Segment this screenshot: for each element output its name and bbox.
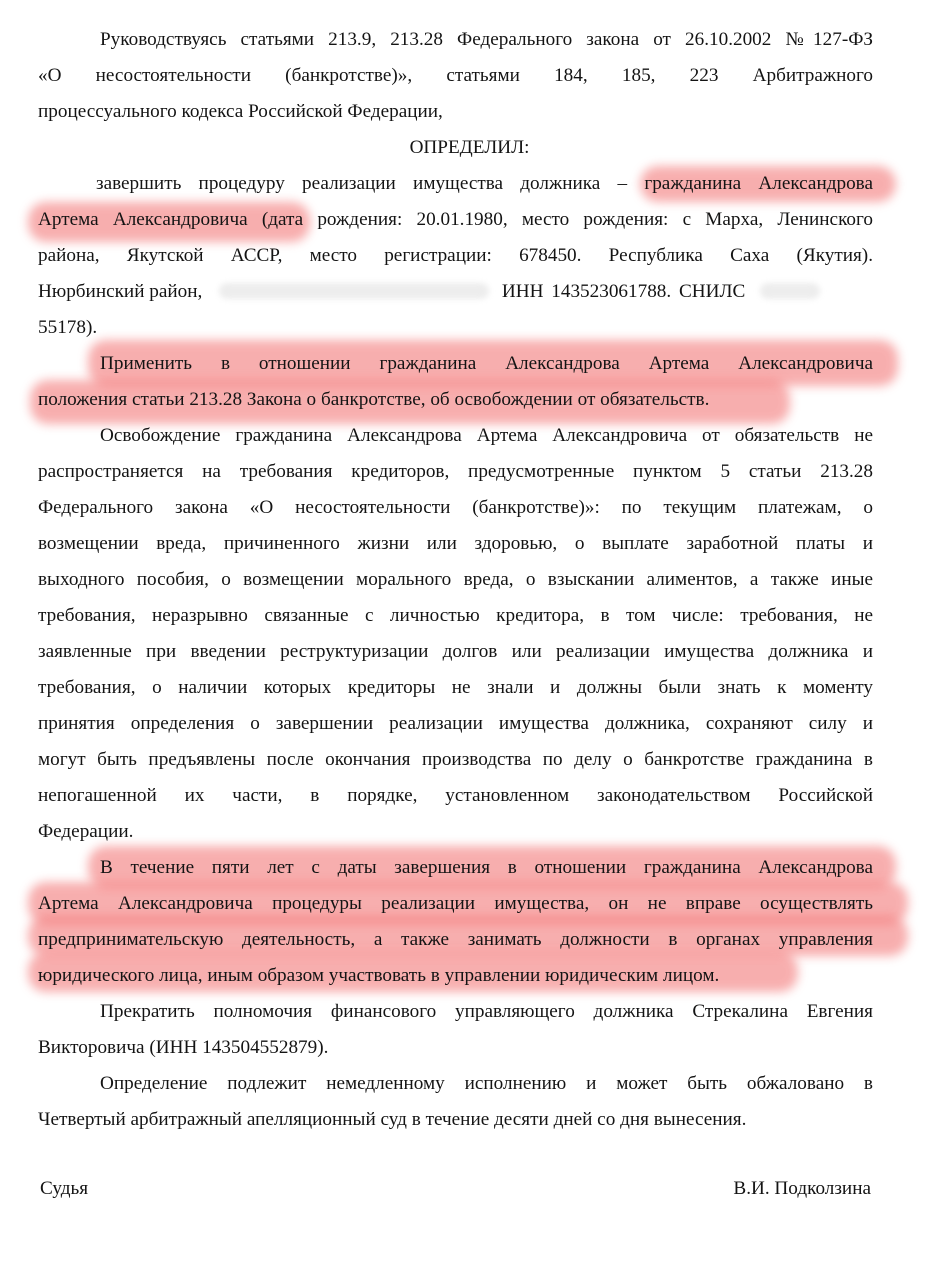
paragraph-restriction-line: В течение пяти лет с даты завершения в отношении гражданина Александрова [100,857,873,878]
signature-role: Судья [40,1178,89,1199]
paragraph-completion-line [38,280,873,304]
ruling-heading: ОПРЕДЕЛИЛ: [409,137,530,158]
paragraph-appeal-line: Определение подлежит немедленному исполнению и может быть обжаловано в [100,1073,873,1094]
paragraph-legal-basis-line: Руководствуясь статьями 213.9, 213.28 Федерального закона от 26.10.2002 №127-ФЗ [100,29,873,50]
paragraph-completion-line: завершить процедуру реализации имущества должника – гражданина Александрова [96,173,873,194]
paragraph-legal-basis-line: «О несостоятельности (банкротстве)», статьями 184, 185, 223 Арбитражного [38,65,873,86]
paragraph-appeal-line: Четвертый арбитражный апелляционный суд в течение десяти дней со дня вынесения. [38,1109,747,1130]
paragraph-exceptions-line: Освобождение гражданина Александрова Артема Александровича от обязательств не [100,425,873,446]
paragraph-exceptions-line: выходного пособия, о возмещении морального вреда, о взыскании алиментов, а также иные [38,569,873,590]
paragraph-manager-line: Прекратить полномочия финансового управляющего должника Стрекалина Евгения [100,1001,873,1022]
paragraph-exceptions-line: непогашенной их части, в порядке, установленном законодательством Российской [38,785,873,806]
paragraph-exceptions-line: принятия определения о завершении реализации имущества должника, сохраняют силу и [38,713,873,734]
paragraph-completion-line: Артема Александровича (дата рождения: 20.01.1980, место рождения: с Марха, Ленинского [38,209,873,230]
paragraph-exceptions-line: заявленные при введении реструктуризации долгов или реализации имущества должника и [38,641,873,662]
paragraph-restriction-line: Артема Александровича процедуры реализации имущества, он не вправе осуществлять [38,893,873,914]
inn-snils-text: ИНН 143523061788. СНИЛС [501,281,746,302]
paragraph-exceptions-line: распространяется на требования кредиторов, предусмотренные пунктом 5 статьи 213.28 [38,461,873,482]
district-text: Нюрбинский район, [38,281,203,302]
redacted-address [219,283,489,299]
paragraph-exceptions-line: могут быть предъявлены после окончания производства по делу о банкротстве гражданина в [38,749,873,770]
paragraph-exceptions-line: Федерального закона «О несостоятельности (банкротстве)»: по текущим платежам, о [38,497,873,518]
paragraph-exceptions-line: требования, о наличии которых кредиторы не знали и должны были знать к моменту [38,677,873,698]
redacted-snils [760,283,820,299]
paragraph-release-line: Применить в отношении гражданина Александрова Артема Александровича [100,353,873,374]
paragraph-restriction-line: юридического лица, иным образом участвовать в управлении юридическим лицом. [38,965,720,986]
paragraph-legal-basis-line: процессуального кодекса Российской Федерации, [38,101,443,122]
paragraph-manager-line: Викторовича (ИНН 143504552879). [38,1037,329,1058]
signature-name: В.И. Подколзина [733,1178,871,1199]
paragraph-exceptions-line: Федерации. [38,821,134,842]
paragraph-completion-line: района, Якутской АССР, место регистрации: 678450. Республика Саха (Якутия). [38,245,873,266]
paragraph-restriction-line: предпринимательскую деятельность, а также занимать должности в органах управления [38,929,873,950]
paragraph-exceptions-line: требования, неразрывно связанные с личностью кредитора, в том числе: требования, не [38,605,873,626]
paragraph-exceptions-line: возмещении вреда, причиненного жизни или здоровью, о выплате заработной платы и [38,533,873,554]
paragraph-completion-line: 55178). [38,317,98,338]
paragraph-release-line: положения статьи 213.28 Закона о банкротстве, об освобождении от обязательств. [38,389,710,410]
